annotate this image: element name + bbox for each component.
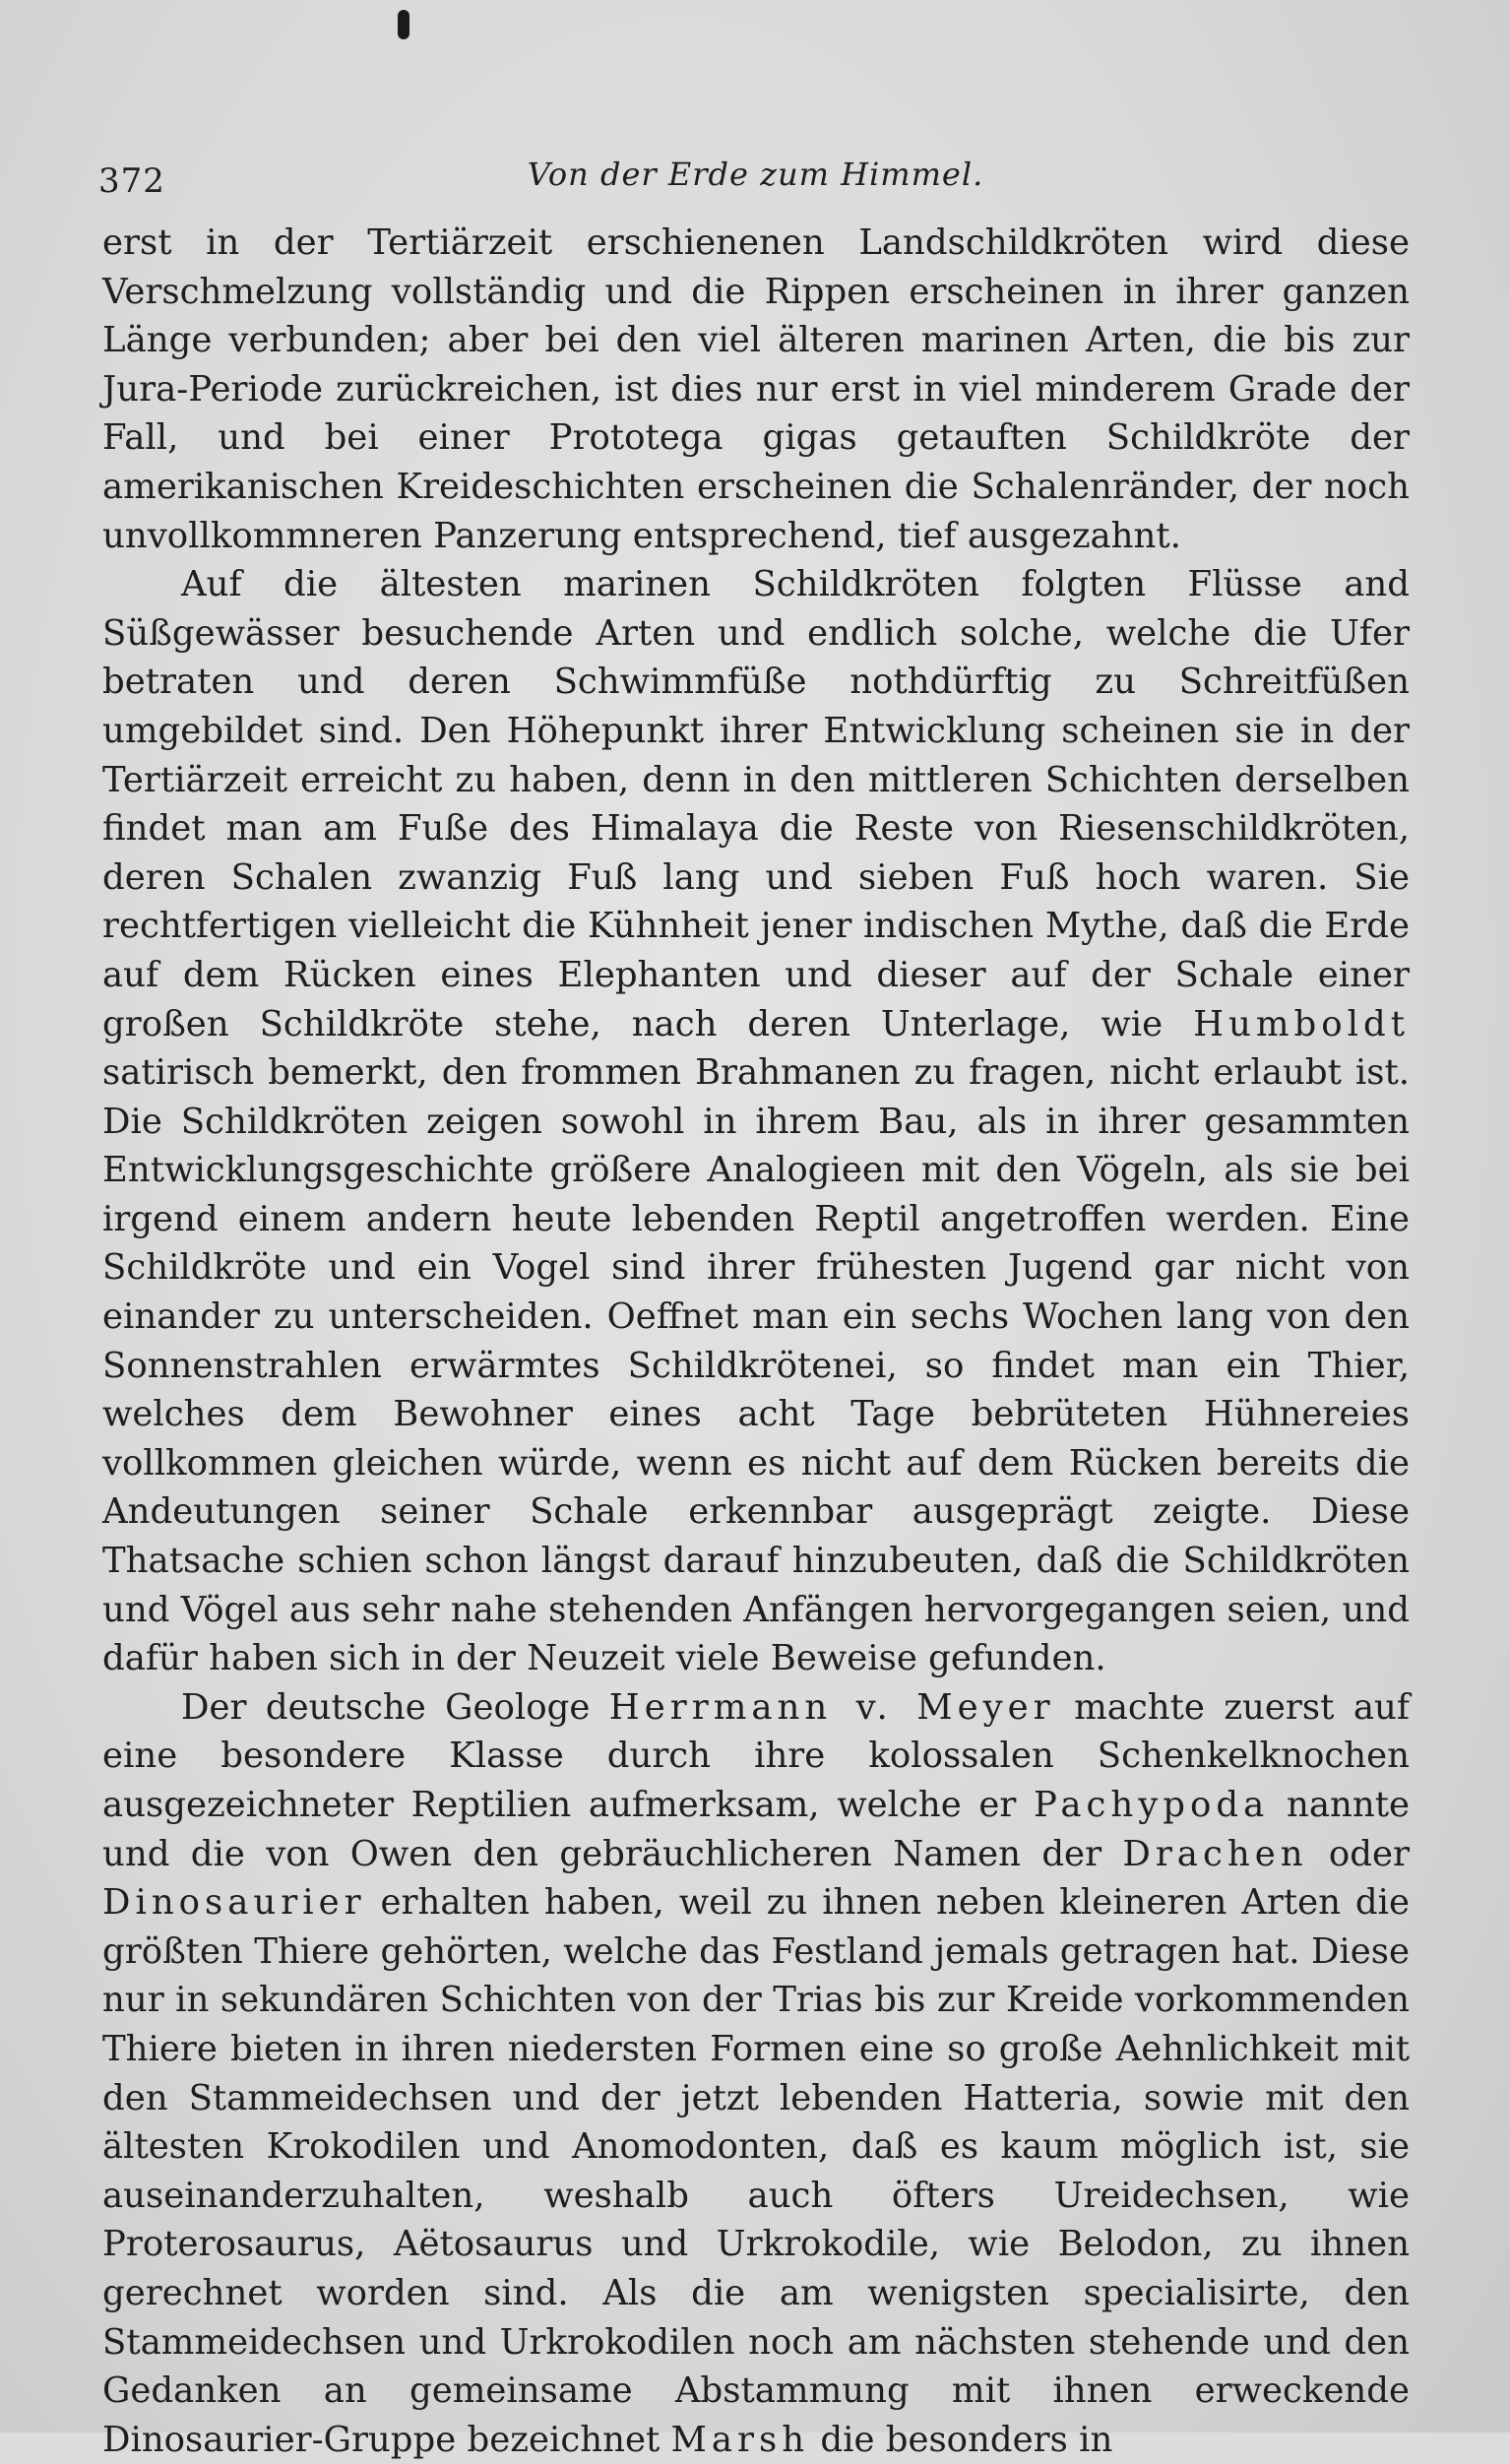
person-name-marsh: Marsh [670, 2419, 810, 2460]
ink-smudge [398, 10, 409, 39]
person-name-meyer: Herrmann v. Meyer [608, 1686, 1055, 1728]
paragraph-3-part-2: machte zuerst auf eine besondere Klasse durch ihre kolossalen Schenkelknochen ausgezeichneter Reptilien aufmerksam, welche er [102, 1686, 1410, 1825]
paragraph-3-part-6: die besonders in [809, 2419, 1113, 2460]
paragraph-3-part-4: oder [1307, 1833, 1410, 1874]
paragraph-2 [102, 560, 1410, 1683]
term-drachen: Drachen [1122, 1833, 1308, 1874]
paragraph-3-part-5: erhalten haben, weil zu ihnen neben kleineren Arten die größten Thiere gehörten, welche das Festland jemals getragen hat. Diese nur in sekundären Schichten von der Trias bis zur Kreide vorkommenden Thiere bieten in ihren niedersten Formen eine so große Aehnlichkeit mit den Stammeidechsen und der jetzt lebenden Hatteria, sowie mit den ältesten Krokodilen und Anomodonten, daß es kaum möglich ist, sie auseinanderzuhalten, weshalb auch öfters Ureidechsen, wie Proterosaurus, Aëtosaurus und Urkrokodile, wie Belodon, zu ihnen gerechnet worden sind. Als die am wenigsten specialisirte, den Stammeidechsen und Urkrokodilen noch am nächsten stehende und den Gedanken an gemeinsame Abstammung mit ihnen erweckende Dinosaurier-Gruppe bezeichnet [102, 1882, 1410, 2460]
paragraph-1: erst in der Tertiärzeit erschienenen Landschildkröten wird diese Verschmelzung vollständig und die Rippen erscheinen in ihrer ganzen Länge verbunden; aber bei den viel älteren marinen Arten, die bis zur Jura-Periode zurückreichen, ist dies nur erst in viel minderem Grade der Fall, und bei einer Prototega gigas getauften Schildkröte der amerikanischen Kreideschichten erscheinen die Schalenränder, der noch unvollkommneren Panzerung entsprechend, tief ausgezahnt. [102, 222, 1410, 556]
running-title: Von der Erde zum Himmel. [527, 156, 984, 193]
term-pachypoda: Pachypoda [1034, 1785, 1270, 1825]
paragraph-3-part-1: Der deutsche Geologe [181, 1686, 609, 1728]
paragraph-3-part-3: nannte und die von Owen den gebräuchlicheren Namen der [102, 1785, 1410, 1874]
term-dinosaurier: Dinosaurier [102, 1882, 366, 1924]
body-text [102, 219, 1410, 2464]
person-name-humboldt: Humboldt [1193, 1003, 1410, 1044]
paragraph-2-part-2: satirisch bemerkt, den frommen Brahmanen zu fragen, nicht erlaubt ist. Die Schildkröten zeigen sowohl in ihrem Bau, als in ihrer gesammten Entwicklungsgeschichte größere Analogieen mit den Vögeln, als sie bei irgend einem andern heute lebenden Reptil angetroffen werden. Eine Schildkröte und ein Vogel sind ihrer frühesten Jugend gar nicht von einander zu unterscheiden. Oeffnet man ein sechs Wochen lang von den Sonnenstrahlen erwärmtes Schildkrötenei, so findet man ein Thier, welches dem Bewohner eines acht Tage bebrüteten Hühnereies vollkommen gleichen würde, wenn es nicht auf dem Rücken bereits die Andeutungen seiner Schale erkennbar ausgeprägt zeigte. Diese Thatsache schien schon längst darauf hinzubeuten, daß die Schildkröten und Vögel aus sehr nahe stehenden Anfängen hervorgegangen seien, und dafür haben sich in der Neuzeit viele Beweise gefunden. [102, 1052, 1410, 1679]
page-number: 372 [98, 161, 165, 201]
paragraph-2-part-1: Auf die ältesten marinen Schildkröten folgten Flüsse and Süßgewässer besuchende Arten und endlich solche, welche die Ufer betraten und deren Schwimmfüße nothdürftig zu Schreitfüßen umgebildet sind. Den Höhepunkt ihrer Entwicklung scheinen sie in der Tertiärzeit erreicht zu haben, denn in den mittleren Schichten derselben findet man am Fuße des Himalaya die Reste von Riesenschildkröten, deren Schalen zwanzig Fuß lang und sieben Fuß hoch waren. Sie rechtfertigen vielleicht die Kühnheit jener indischen Mythe, daß die Erde auf dem Rücken eines Elephanten und dieser auf der Schale einer großen Schildkröte stehe, nach deren Unterlage, wie [102, 564, 1410, 1044]
page-header [98, 148, 1413, 207]
paragraph-3 [102, 1683, 1410, 2464]
